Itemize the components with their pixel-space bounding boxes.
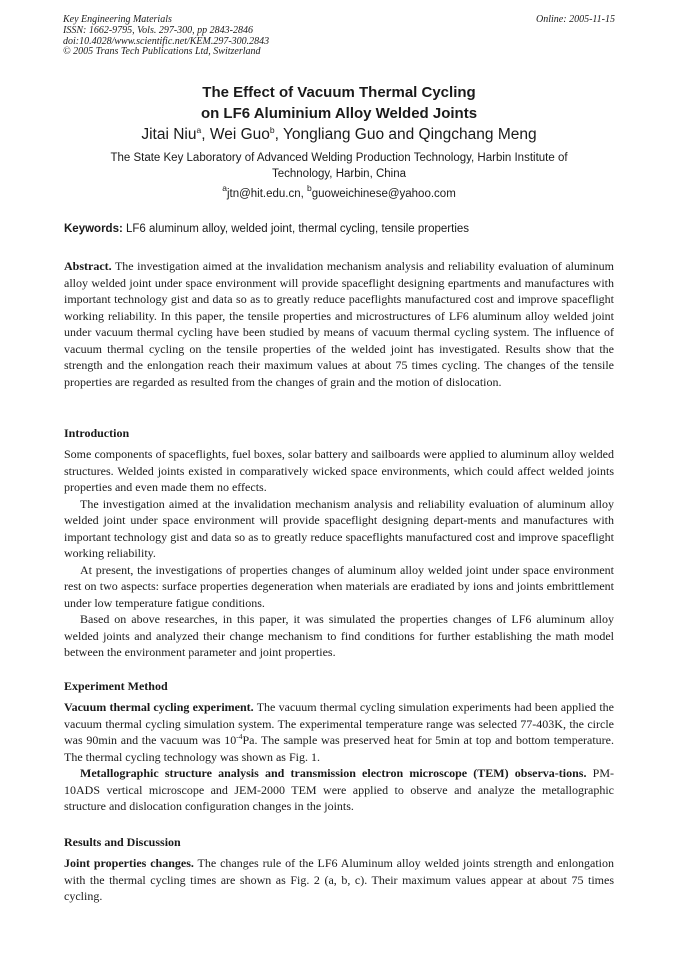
author-1-affiliation-mark: a (196, 125, 202, 135)
author-1: Jitai Niu (141, 126, 197, 143)
keywords-text: LF6 aluminum alloy, welded joint, thermal cycling, tensile properties (122, 223, 470, 235)
results-heading: Results and Discussion (64, 835, 181, 849)
results-p1-text: The changes rule of the LF6 Aluminum alloy welded joints strength and enlongation with the thermal cycling times are shown as Fig. 2 (a, b, c). Their maximum values appear at about 75 times cycling. (64, 856, 615, 903)
experiment-p1-text-b: Pa. The sample was preserved heat for 5min at top and bottom temperature. The thermal cycling technology was shown as Fig. 1. (64, 733, 615, 764)
journal-copyright: © 2005 Trans Tech Publications Ltd, Switzerland (63, 46, 261, 58)
other-authors: , Yongliang Guo and Qingchang Meng (274, 126, 537, 143)
affiliation: The State Key Laboratory of Advanced Welding Production Technology, Harbin Institute of Technology, Harbin, China (110, 152, 568, 180)
experiment-heading: Experiment Method (64, 679, 168, 693)
introduction-heading: Introduction (64, 426, 130, 440)
title-line-1: The Effect of Vacuum Thermal Cycling (202, 84, 476, 101)
intro-paragraph-4: Based on above researches, in this paper, it was simulated the properties changes of LF6 aluminum alloy welded joints and analyzed their change mechanism to find conditions for further establishing the math model between the environment parameter and joint properties. (64, 612, 614, 659)
email-b-mark: b (307, 183, 312, 193)
author-2-affiliation-mark: b (269, 125, 275, 135)
results-paragraph-1 (64, 855, 614, 905)
experiment-body (64, 699, 614, 815)
journal-doi[interactable]: doi:10.4028/www.scientific.net/KEM.297-300.2843 (63, 35, 270, 47)
abstract-paragraph (64, 258, 614, 390)
keywords-label: Keywords: (64, 223, 123, 235)
experiment-p2-label: Metallographic structure analysis and transmission electron microscope (TEM) observa-tions. (80, 766, 587, 780)
journal-meta (63, 15, 269, 58)
introduction-body (64, 446, 614, 661)
title-line-2: on LF6 Aluminium Alloy Welded Joints (200, 105, 478, 122)
experiment-p1-exponent: -4 (236, 732, 243, 741)
author-separator: , (201, 126, 210, 143)
intro-paragraph-3: At present, the investigations of properties changes of aluminum alloy welded joint under space environment rest on two aspects: surface properties degeneration when materials are eradiated by ions and joints embrittlement under low temperature fatigue conditions. (64, 562, 614, 610)
experiment-p1-text-a: The vacuum thermal cycling simulation experiments had been applied the vacuum thermal cycling simulation system. The experimental temperature range was selected 77-403K, the circle was 90min and the vacuum was 10 (64, 700, 615, 747)
intro-paragraph-2: The investigation aimed at the invalidation mechanism analysis and reliability evaluation of aluminum alloy welded joint under space environment will provide spaceflight designing depart-ments and manufactures with important technology gist and data so as to greatly reduce spaceflights manufactured cost and improve spaceflight working reliability. (64, 496, 614, 560)
abstract-text: The investigation aimed at the invalidation mechanism analysis and reliability evaluation of aluminum alloy welded joint under space environment will provide spaceflight designing epartments and manufactures with important technology gist and data so as to greatly reduce paceflights manufactured cost and improve spaceflight working reliability. In this paper, the tensile properties and microstructures of LF6 aluminum alloy welded joint under vacuum thermal cycling have been studied by means of vacuum thermal cycling system. The influence of vacuum thermal cycling on the tensile properties of the welded joint has investigated. Results show that the strength and the enlongation reach their maximum values at about 75 times cycling. The changes of the tensile properties are regarded as resulted from the changes of grain and the motion of dislocation. (64, 259, 614, 389)
abstract (64, 258, 614, 390)
experiment-paragraph-1 (64, 699, 614, 765)
online-date: Online: 2005-11-15 (536, 14, 615, 25)
email-a-mark: a (222, 183, 227, 193)
email-a[interactable]: jtn@hit.edu.cn, (226, 188, 308, 200)
keywords (64, 222, 624, 237)
email-b[interactable]: guoweichinese@yahoo.com (311, 188, 456, 200)
author-2: Wei Guo (209, 126, 270, 143)
experiment-p2-text: PM-10ADS vertical microscope and JEM-2000 TEM were applied to observe and analyze the metallographic structure and dislocation configuration changes in the joints. (64, 766, 614, 813)
journal-issn: ISSN: 1662-9795, Vols. 297-300, pp 2843-2846 (63, 24, 253, 36)
author-list (0, 125, 678, 145)
intro-paragraph-1: Some components of spaceflights, fuel boxes, solar battery and sailboards were applied to aluminum alloy welded structures. Welded joints existed in comparatively wicked space environments, which could affect welded joints properties and even made them no effects. (64, 447, 614, 494)
results-p1-label: Joint properties changes. (64, 856, 194, 870)
experiment-p1-label: Vacuum thermal cycling experiment. (64, 700, 254, 714)
author-emails (0, 183, 678, 202)
abstract-label: Abstract. (64, 259, 112, 273)
results-body (64, 855, 614, 905)
paper-title (0, 82, 678, 124)
journal-name: Key Engineering Materials (63, 14, 172, 25)
experiment-paragraph-2 (64, 765, 614, 815)
